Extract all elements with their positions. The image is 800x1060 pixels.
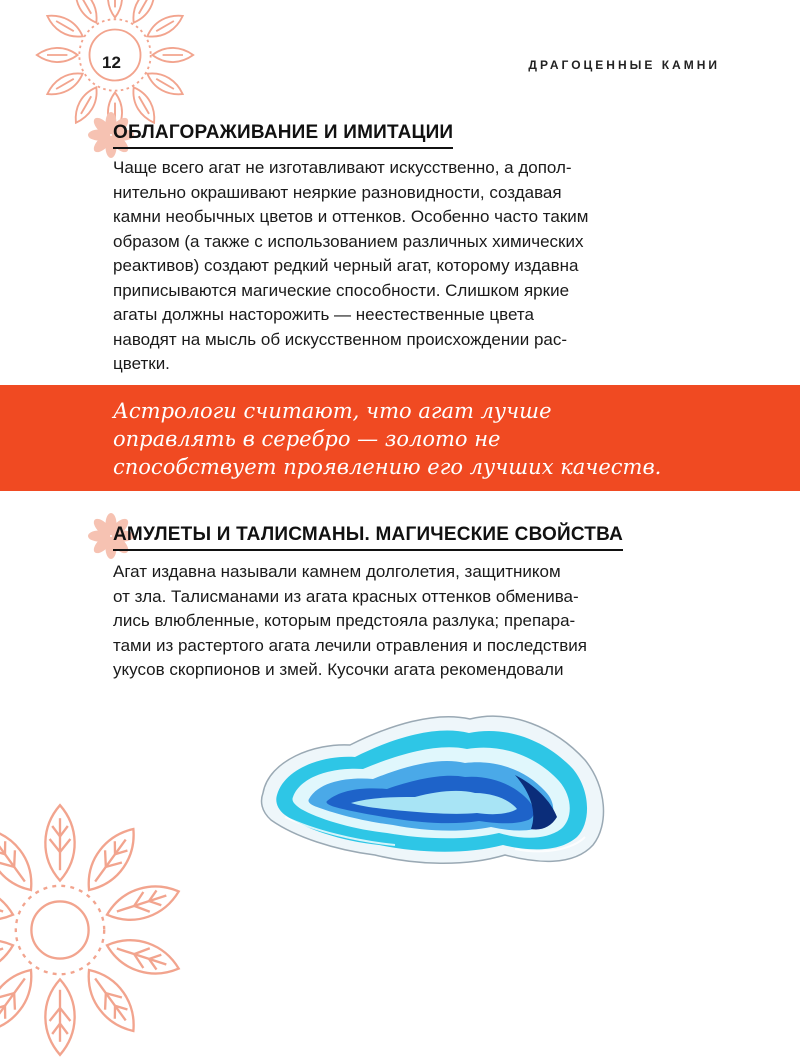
text-line: реактивов) создают редкий черный агат, которому издавна: [113, 256, 579, 275]
text-line: Чаще всего агат не изготавливают искусственно, а допол-: [113, 158, 572, 177]
text-line: образом (а также с использованием различных химических: [113, 231, 584, 251]
text-line: нительно окрашивают неяркие разновидности, создавая: [113, 182, 562, 202]
section-heading: АМУЛЕТЫ И ТАЛИСМАНЫ. МАГИЧЕСКИЕ СВОЙСТВА: [113, 524, 623, 551]
text-line: от зла. Талисманами из агата красных оттенков обменива-: [113, 586, 579, 606]
text-line: тами из растертого агата лечили отравления и последствия: [113, 635, 587, 655]
body-paragraph: [113, 560, 698, 683]
section-heading: ОБЛАГОРАЖИВАНИЕ И ИМИТАЦИИ: [113, 122, 453, 149]
page-number: 12: [102, 53, 121, 72]
mandala-ornament-icon: [0, 800, 190, 1060]
quote-text: [113, 397, 733, 481]
quote-line: способствует проявлению его лучших качеств.: [113, 455, 662, 479]
quote-line: оправлять в серебро — золото не: [113, 427, 501, 451]
text-line: приписываются магические способности. Слишком яркие: [113, 280, 570, 300]
quote-line: Астрологи считают, что агат лучше: [113, 399, 552, 423]
text-line: наводят на мысль об искусственном происхождении рас-: [113, 329, 568, 349]
text-line: агаты должны насторожить — неестественные цвета: [113, 305, 534, 324]
text-line: лись влюбленные, которым предстояла разлука; препара-: [113, 611, 576, 630]
running-header: ДРАГОЦЕННЫЕ КАМНИ: [528, 58, 720, 72]
text-line: камни необычных цветов и оттенков. Особенно часто таким: [113, 207, 589, 226]
text-line: укусов скорпионов и змей. Кусочки агата рекомендовали: [113, 660, 564, 679]
agate-slice-image: [255, 705, 615, 870]
text-line: цветки.: [113, 354, 170, 373]
body-paragraph: [113, 156, 698, 377]
text-line: Агат издавна называли камнем долголетия, защитником: [113, 562, 561, 581]
